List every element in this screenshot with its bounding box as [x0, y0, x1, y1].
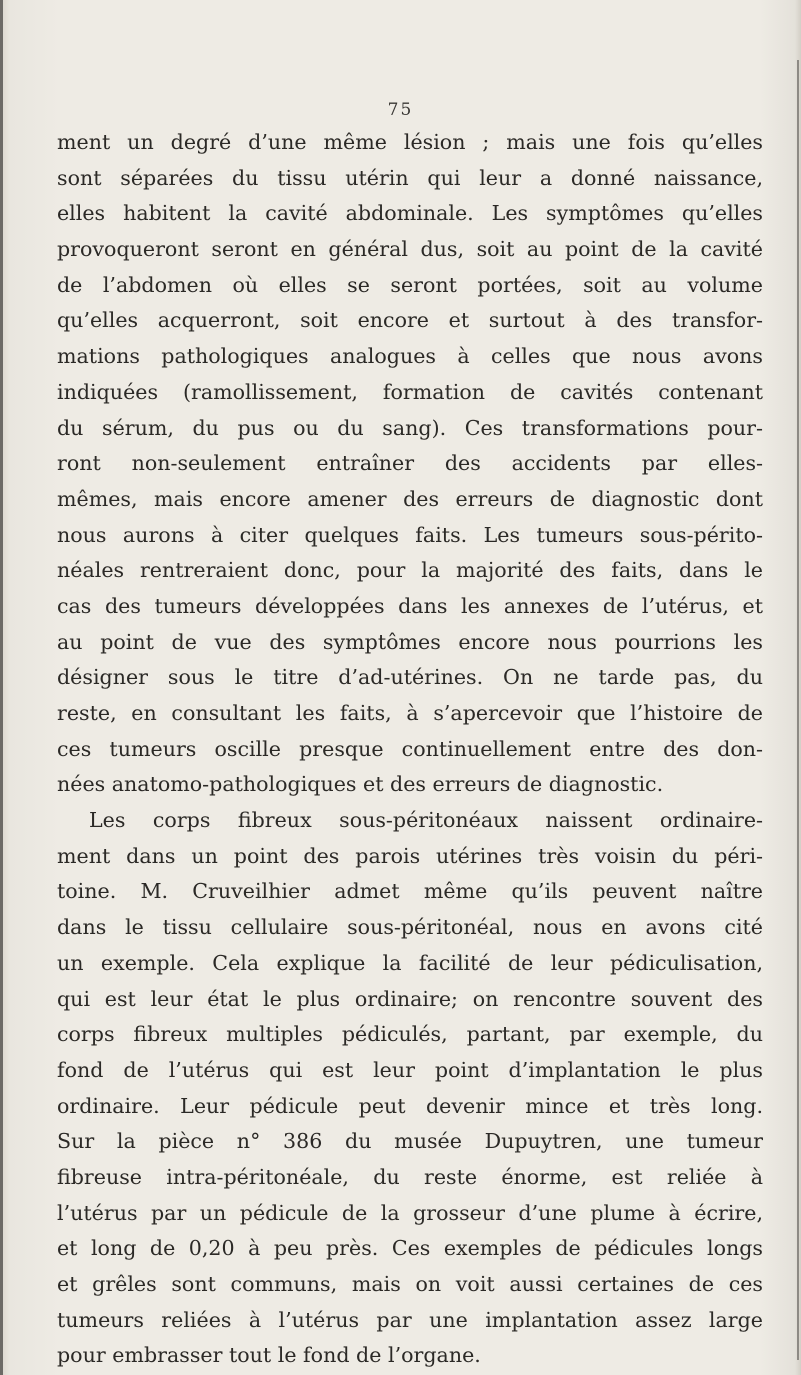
- text-line: provoqueront seront en général dus, soit au point de la cavité: [57, 237, 763, 262]
- text-line: ordinaire. Leur pédicule peut devenir mince et très long.: [57, 1093, 763, 1118]
- text-line: cas des tumeurs développées dans les annexes de l’utérus, et: [57, 593, 763, 618]
- text-line: qu’elles acquerront, soit encore et surtout à des transfor-: [57, 308, 763, 333]
- text-line: ment dans un point des parois utérines très voisin du péri-: [57, 843, 763, 868]
- text-line: pour embrasser tout le fond de l’organe.: [57, 1343, 481, 1368]
- text-line: tumeurs reliées à l’utérus par une implantation assez large: [57, 1307, 763, 1332]
- text-line: qui est leur état le plus ordinaire; on rencontre souvent des: [57, 986, 763, 1011]
- text-line: fibreuse intra-péritonéale, du reste énorme, est reliée à: [57, 1164, 763, 1189]
- text-line: l’utérus par un pédicule de la grosseur d’une plume à écrire,: [57, 1200, 763, 1225]
- text-line: désigner sous le titre d’ad-utérines. On ne tarde pas, du: [57, 665, 763, 690]
- text-line: au point de vue des symptômes encore nous pourrions les: [57, 629, 763, 654]
- text-line: néales rentreraient donc, pour la majorité des faits, dans le: [57, 558, 763, 583]
- text-line: sont séparées du tissu utérin qui leur a donné naissance,: [57, 165, 763, 190]
- text-line: nées anatomo-pathologiques et des erreurs de diagnostic.: [57, 772, 664, 797]
- body-text: [57, 125, 763, 1374]
- text-line: Sur la pièce n° 386 du musée Dupuytren, une tumeur: [57, 1129, 763, 1154]
- text-line: dans le tissu cellulaire sous-péritonéal, nous en avons cité: [57, 915, 763, 940]
- text-line: de l’abdomen où elles se seront portées, soit au volume: [57, 272, 763, 297]
- text-line: fond de l’utérus qui est leur point d’implantation le plus: [57, 1057, 763, 1082]
- text-line: elles habitent la cavité abdominale. Les symptômes qu’elles: [57, 201, 763, 226]
- text-line: toine. M. Cruveilhier admet même qu’ils peuvent naître: [57, 879, 763, 904]
- text-line: mations pathologiques analogues à celles que nous avons: [57, 344, 763, 369]
- text-line: ces tumeurs oscille presque continuellement entre des don-: [57, 736, 763, 761]
- page-right-edge: [797, 60, 799, 1360]
- text-line: mêmes, mais encore amener des erreurs de diagnostic dont: [57, 486, 763, 511]
- text-line: et long de 0,20 à peu près. Ces exemples de pédicules longs: [57, 1236, 763, 1261]
- page-number: 75: [387, 100, 414, 120]
- text-line: nous aurons à citer quelques faits. Les tumeurs sous-périto-: [57, 522, 763, 547]
- text-line: un exemple. Cela explique la facilité de leur pédiculisation,: [57, 950, 763, 975]
- text-line: ment un degré d’une même lésion ; mais une fois qu’elles: [57, 130, 763, 154]
- page-left-edge: [0, 0, 3, 1375]
- text-line: ront non-seulement entraîner des accidents par elles-: [57, 451, 763, 476]
- text-line: corps fibreux multiples pédiculés, partant, par exemple, du: [57, 1022, 763, 1047]
- text-line: reste, en consultant les faits, à s’apercevoir que l’histoire de: [57, 701, 763, 725]
- text-line: indiquées (ramollissement, formation de cavités contenant: [57, 379, 763, 404]
- text-line: et grêles sont communs, mais on voit aussi certaines de ces: [57, 1272, 763, 1296]
- text-line: Les corps fibreux sous-péritonéaux naissent ordinaire-: [89, 808, 763, 833]
- text-line: du sérum, du pus ou du sang). Ces transformations pour-: [57, 415, 763, 440]
